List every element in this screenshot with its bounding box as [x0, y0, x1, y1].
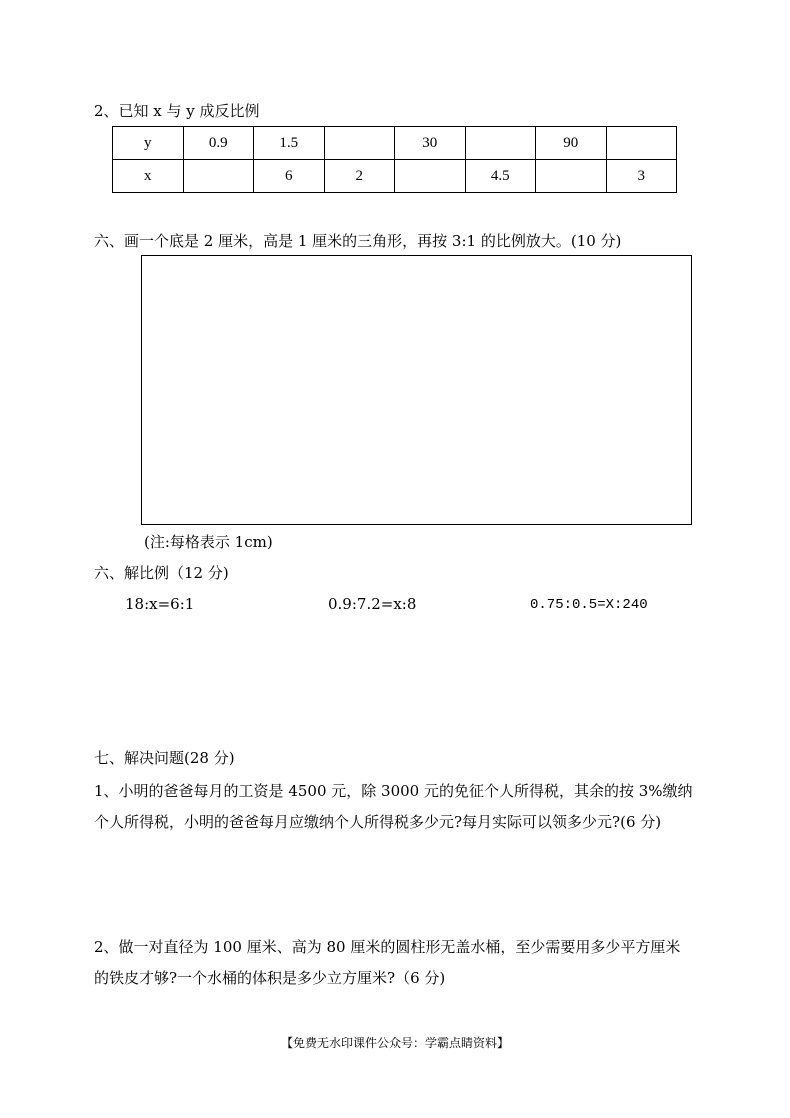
equation-3: 0.75:0.5=X:240: [530, 597, 648, 613]
table-cell: 2: [324, 160, 395, 193]
table-row-x: [113, 160, 677, 193]
table-cell: [324, 127, 395, 160]
table-cell: 90: [536, 127, 607, 160]
table-cell: 0.9: [183, 127, 254, 160]
table-cell: [536, 160, 607, 193]
equation-1: 18:x=6:1: [125, 595, 195, 613]
table-row-y: [113, 127, 677, 160]
grid-note: (注:每格表示 1cm): [144, 533, 273, 551]
equation-2: 0.9:7.2=x:8: [328, 595, 417, 613]
table-cell: [183, 160, 254, 193]
table-cell: x: [113, 160, 184, 193]
inverse-proportion-table: [112, 126, 677, 193]
table-cell: y: [113, 127, 184, 160]
section-title-problems: 七、解决问题(28 分): [94, 749, 235, 767]
table-cell: [465, 127, 536, 160]
table-cell: [395, 160, 466, 193]
table-cell: 6: [254, 160, 325, 193]
problem-2-line-1: 2、做一对直径为 100 厘米、高为 80 厘米的圆柱形无盖水桶，至少需要用多少平方厘米: [94, 938, 681, 956]
problem-1-line-2: 个人所得税，小明的爸爸每月应缴纳个人所得税多少元?每月实际可以领多少元?(6 分): [94, 813, 662, 831]
section-title-solve-proportion: 六、解比例（12 分): [94, 564, 229, 582]
problem-2-line-2: 的铁皮才够?一个水桶的体积是多少立方厘米?（6 分): [94, 969, 446, 987]
footer-text: 【免费无水印课件公众号：学霸点睛资料】: [280, 1036, 509, 1050]
section-title-draw-triangle: 六、画一个底是 2 厘米，高是 1 厘米的三角形，再按 3:1 的比例放大。(10 分): [94, 232, 622, 250]
question-title-inverse-proportion: 2、已知 x 与 y 成反比例: [94, 102, 260, 120]
table-cell: [606, 127, 677, 160]
table-cell: 1.5: [254, 127, 325, 160]
table-cell: 3: [606, 160, 677, 193]
drawing-area[interactable]: [141, 255, 692, 525]
table-cell: 30: [395, 127, 466, 160]
table-cell: 4.5: [465, 160, 536, 193]
problem-1-line-1: 1、小明的爸爸每月的工资是 4500 元，除 3000 元的免征个人所得税，其余的按 3%缴纳: [94, 782, 693, 800]
